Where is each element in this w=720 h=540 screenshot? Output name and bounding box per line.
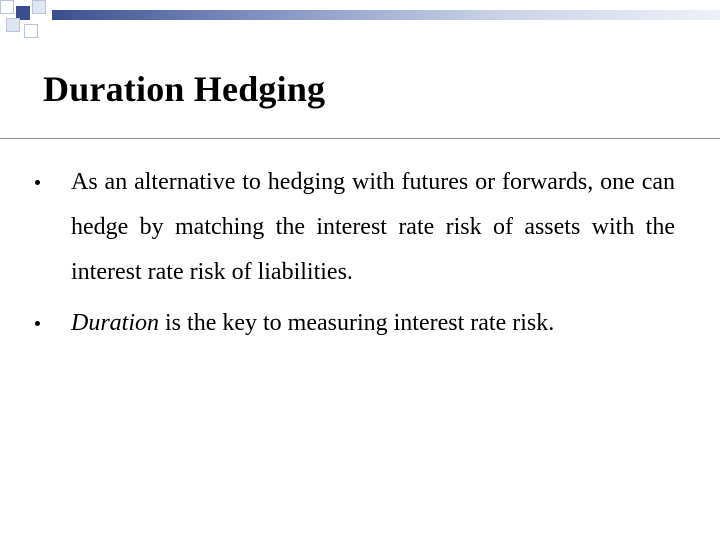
header-gradient-bar xyxy=(52,10,720,20)
bullet-item xyxy=(35,301,675,346)
deco-square xyxy=(32,0,46,14)
deco-square xyxy=(0,0,14,14)
deco-square xyxy=(6,18,20,32)
deco-square xyxy=(24,24,38,38)
bullet-dot-icon xyxy=(35,321,40,326)
bullet-text: is the key to measuring interest rate risk. xyxy=(159,310,555,336)
bullet-emphasis: Duration xyxy=(71,310,160,336)
bullet-text: As an alternative to hedging with futures or forwards, one can hedge by matching the interest rate risk of assets with the interest rate risk of liabilities. xyxy=(71,169,675,285)
corner-squares-decoration xyxy=(0,0,60,45)
bullet-dot-icon xyxy=(35,180,40,185)
slide-title: Duration Hedging xyxy=(43,69,326,109)
bullet-list xyxy=(35,160,675,346)
title-divider xyxy=(0,138,720,139)
bullet-item xyxy=(35,160,675,295)
